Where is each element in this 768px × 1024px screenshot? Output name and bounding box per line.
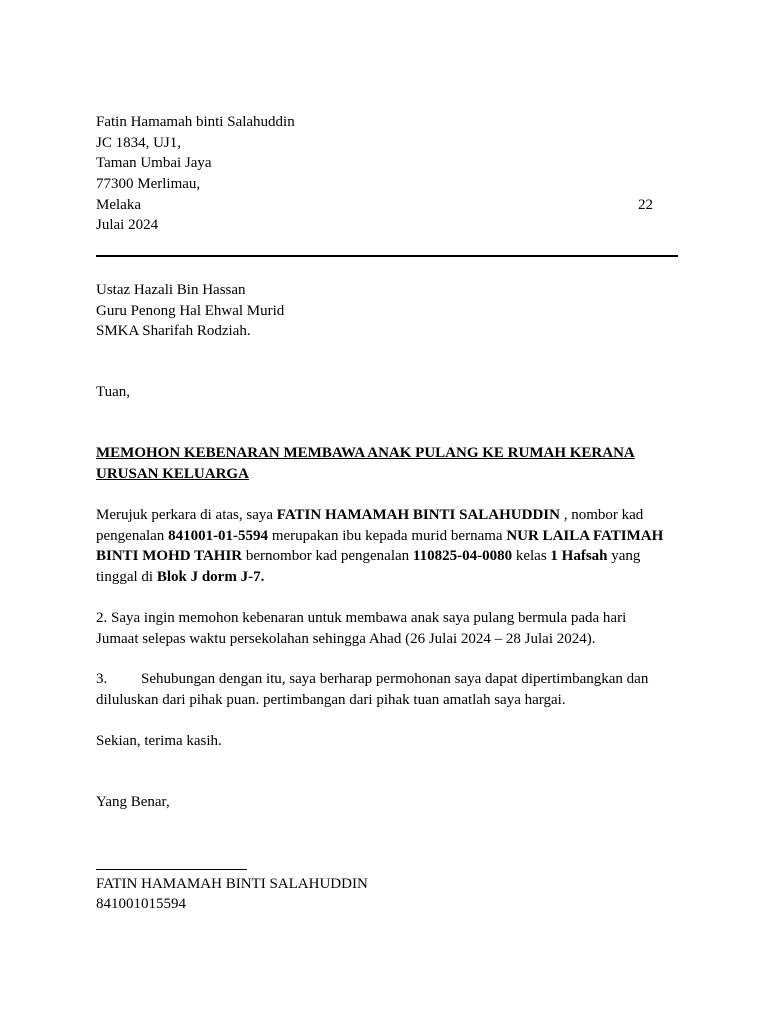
subject-line-1: MEMOHON KEBENARAN MEMBAWA ANAK PULANG KE RUMAH KERANA — [96, 445, 635, 461]
recipient-school: SMKA Sharifah Rodziah. — [96, 323, 251, 339]
student-name: NUR LAILA FATIMAH BINTI MOHD TAHIR — [96, 527, 664, 564]
dorm: Blok J dorm J-7. — [156, 568, 265, 585]
subject-line-2: URUSAN KELUARGA — [96, 466, 249, 482]
sender-address-line-3: 77300 Merlimau, — [96, 176, 201, 192]
para3-number: 3. — [96, 671, 108, 687]
para1-text-6: yang tinggal di — [96, 548, 641, 585]
para1-text-4: bernombor kad pengenalan — [242, 548, 413, 564]
signature-ic: 841001015594 — [96, 896, 186, 912]
sender-address-line-2: Taman Umbai Jaya — [96, 155, 212, 171]
closing: Sekian, terima kasih. — [96, 733, 222, 749]
header-divider — [96, 255, 678, 257]
sender-state: Melaka — [96, 197, 141, 213]
sender-address-line-1: JC 1834, UJ1, — [96, 135, 182, 151]
signature-name: FATIN HAMAMAH BINTI SALAHUDDIN — [96, 876, 368, 892]
para1-text-3: merupakan ibu kepada murid bernama — [268, 527, 507, 544]
letter-date-day: 22 — [638, 197, 653, 213]
paragraph-1 — [96, 505, 678, 587]
paragraph-2: 2. Saya ingin memohon kebenaran untuk membawa anak saya pulang bermula pada hari Jumaat selepas waktu persekolahan sehingga Ahad (26 Julai 2024 – 28 Julai 2024). — [96, 610, 627, 647]
para1-text-2: , nombor kad pengenalan — [96, 507, 644, 544]
student-class: 1 Hafsah — [550, 548, 608, 564]
para3-text: Sehubungan dengan itu, saya berharap permohonan saya dapat dipertimbangkan dan diluluskan dari pihak puan. pertimbangan dari pihak tuan amatlah saya hargai. — [96, 671, 649, 708]
salutation: Tuan, — [96, 384, 131, 400]
recipient-title: Guru Penong Hal Ehwal Murid — [96, 303, 285, 319]
paragraph-3 — [96, 669, 666, 710]
letter-date-month-year: Julai 2024 — [96, 217, 159, 233]
parent-ic: 841001-01-5594 — [168, 527, 269, 544]
signature-line — [96, 869, 247, 870]
student-ic: 110825-04-0080 — [412, 548, 513, 564]
sign-off: Yang Benar, — [96, 794, 170, 810]
recipient-name: Ustaz Hazali Bin Hassan — [96, 282, 246, 298]
para1-text-1: Merujuk perkara di atas, saya — [96, 507, 277, 523]
parent-name: FATIN HAMAMAH BINTI SALAHUDDIN — [276, 507, 560, 523]
para1-text-5: kelas — [512, 548, 551, 564]
sender-name: Fatin Hamamah binti Salahuddin — [96, 114, 295, 130]
